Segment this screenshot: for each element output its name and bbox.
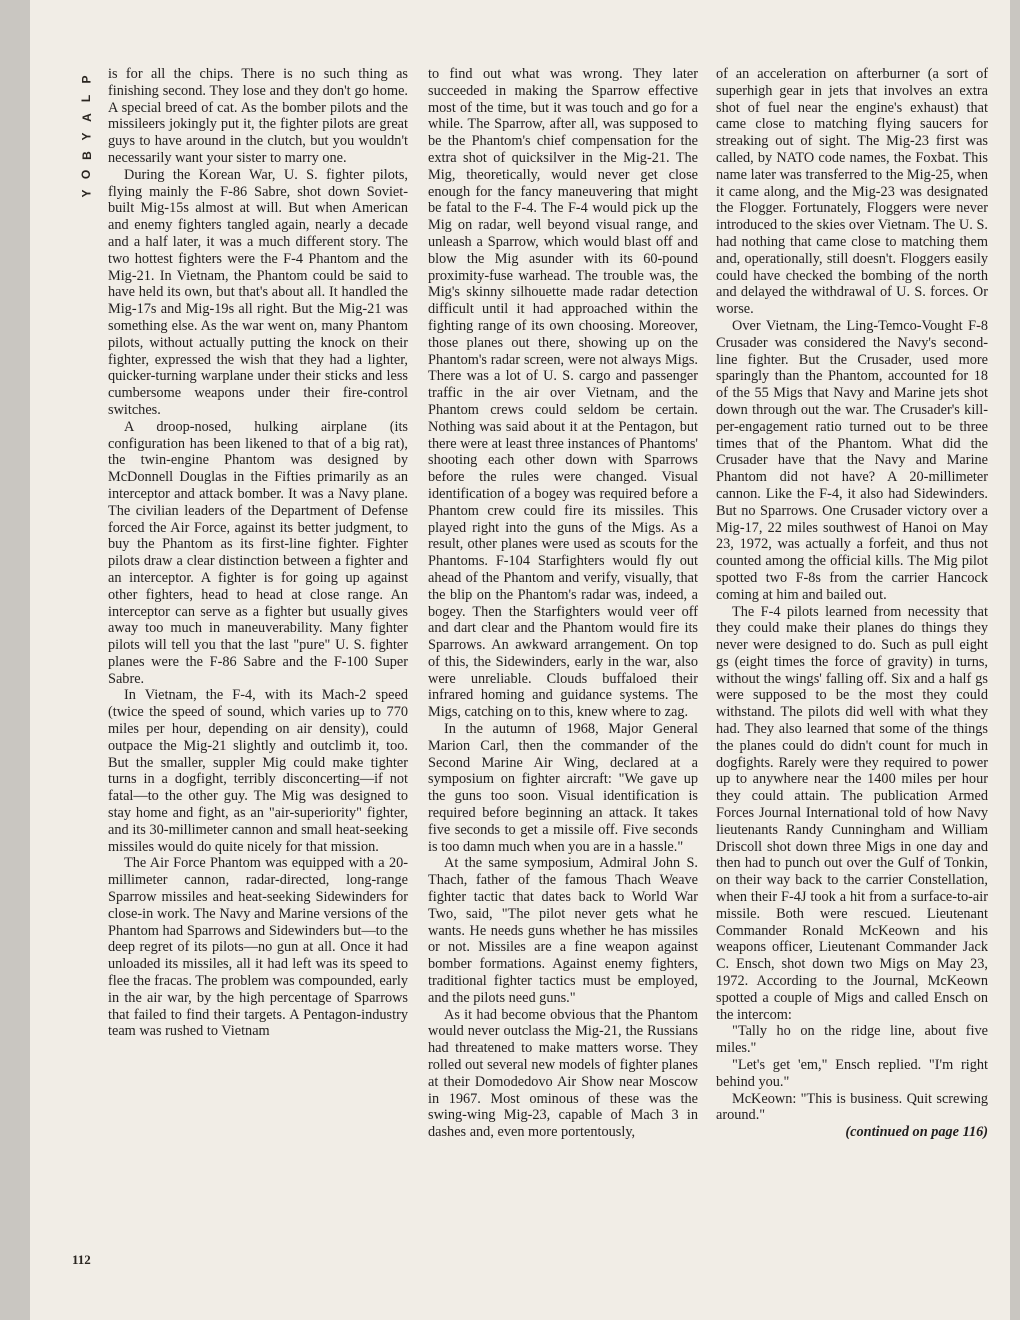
column-3 bbox=[716, 66, 988, 1141]
continued-note: (continued on page 116) bbox=[845, 1124, 988, 1141]
masthead-letter: A bbox=[79, 113, 94, 122]
magazine-page bbox=[30, 0, 1010, 1320]
paragraph: "Let's get 'em," Ensch replied. "I'm right behind you." bbox=[716, 1057, 988, 1090]
paragraph: During the Korean War, U. S. fighter pilots, flying mainly the F-86 Sabre, shot down Soviet-built Mig-15s almost at will. But when American and enemy fighters tangled again, nearly a decade and a half later, it was a much different story. The two hottest fighters were the F-4 Phantom and the Mig-21. In Vietnam, the Phantom could be said to have held its own, but that's about all. It handled the Mig-17s and Mig-19s all right. But the Mig-21 was something else. As the war went on, many Phantom pilots, without actually putting the knock on their fighter, expressed the wish that they had a lighter, quicker-turning warplane under their sticks and less cumbersome weapons under their fire-control switches. bbox=[108, 166, 408, 418]
paragraph: to find out what was wrong. They later succeeded in making the Sparrow effective most of the time, but it was touch and go for a while. The Sparrow, after all, was supposed to be the Phantom's chief compensation for the extra shot of quicksilver in the Mig-21. The Mig, theoretically, would never get close enough for the fancy maneuvering that might be fatal to the F-4. The F-4 would pick up the Mig on radar, well beyond visual range, and unleash a Sparrow, which would blast off and blow the Mig asunder with its 60-pound proximity-fuse warhead. The trouble was, the Mig's skinny silhouette made radar detection difficult until it had approached within the fighting range of its own choosing. Moreover, those planes out there, showing up on the Phantom's radar screen, were not always Migs. There was a lot of U. S. cargo and passenger traffic in the air over Vietnam, and the Phantom crews could seldom be certain. Nothing was said about it at the Pentagon, but there were at least three instances of Phantoms' shooting each other down with Sparrows before the rules were changed. Visual identification of a bogey was required before a Phantom crew could fire its missiles. This played right into the guns of the Migs. As a result, other planes were used as scouts for the Phantoms. F-104 Starfighters would fly out ahead of the Phantom and verify, visually, that the blip on the Phantom's radar was, indeed, a bogey. Then the Starfighters would veer off and dart clear and the Phantom would fire its Sparrows. An awkward arrangement. On top of this, the Sidewinders, early in the war, also were unreliable. Clouds buffaloed their infrared homing and guidance systems. The Migs, catching on to this, knew where to zag. bbox=[428, 66, 698, 721]
paragraph: In Vietnam, the F-4, with its Mach-2 speed (twice the speed of sound, which varies up to 770 miles per hour, depending on air density), could outpace the Mig-21 slightly and outclimb it, too. But the smaller, suppler Mig could make tighter turns in a dogfight, terribly disconcerting—if not fatal—to the other guy. The Mig was designed to stay home and fight, as an "air-superiority" fighter, and its 30-millimeter cannon and small heat-seeking missiles would do quite nicely for that mission. bbox=[108, 687, 408, 855]
page-number: 112 bbox=[72, 1252, 91, 1267]
paragraph: As it had become obvious that the Phantom would never outclass the Mig-21, the Russians had threatened to make matters worse. They rolled out several new models of fighter planes at their Domodedovo Air Show near Moscow in 1967. Most ominous of these was the swing-wing Mig-23, capable of Mach 3 in dashes and, even more portentously, bbox=[428, 1006, 698, 1141]
paragraph: The F-4 pilots learned from necessity that they could make their planes do things they never were designed to do. Such as pull eight gs (eight times the force of gravity) in turns, without the wings' falling off. Six and a half gs were supposed to be the most they could withstand. The pilots did well with what they had. They also learned that some of the things the planes could do didn't count for much in dogfights. Rarely were they required to power up to anywhere near the 1400 miles per hour they could attain. The publication Armed Forces Journal International told of how Navy lieutenants Randy Cunningham and William Driscoll shot down three Migs in one day and then had to punch out over the Gulf of Tonkin, on their way back to the carrier Constellation, when their F-4J took a hit from a surface-to-air missile. Both were rescued. Lieutenant Commander Ronald McKeown and his weapons officer, Lieutenant Commander Jack C. Ensch, shot down two Migs on May 23, 1972. According to the Journal, McKeown spotted a couple of Migs and called Ensch on the intercom: bbox=[716, 603, 988, 1023]
column-2 bbox=[428, 66, 698, 1141]
column-1 bbox=[108, 66, 408, 1040]
masthead-letter: Y bbox=[79, 132, 94, 141]
masthead-letter: B bbox=[79, 151, 94, 160]
paragraph: The Air Force Phantom was equipped with a 20-millimeter cannon, radar-directed, long-range Sparrow missiles and heat-seeking Sidewinders for close-in work. The Navy and Marine versions of the Phantom had Sparrows and Sidewinders but—to the deep regret of its pilots—no gun at all. Once it had unloaded its missiles, all it had left was its speed to flee the fracas. The problem was compounded, early in the air war, by the high percentage of Sparrows that failed to find their targets. A Pentagon-industry team was rushed to Vietnam bbox=[108, 855, 408, 1040]
paragraph: At the same symposium, Admiral John S. Thach, father of the famous Thach Weave fighter tactic that dates back to World War Two, said, "The pilot never gets what he wants. He needs guns whether he has missiles or not. Missiles are a fine weapon against bomber formations. Against enemy fighters, traditional fighter tactics must be employed, and the pilots need guns." bbox=[428, 855, 698, 1006]
paragraph: A droop-nosed, hulking airplane (its configuration has been likened to that of a big rat), the twin-engine Phantom was designed by McDonnell Douglas in the Fifties primarily as an interceptor and attack bomber. It was a Navy plane. The civilian leaders of the Department of Defense forced the Air Force, against its better judgment, to buy the Phantom as its first-line fighter. Fighter pilots draw a clear distinction between a fighter and an interceptor. A fighter is for going up against other fighters, head to head at close range. An interceptor can serve as a fighter but usually gives away too much in maneuverability. Many fighter pilots will tell you that the last "pure" U. S. fighter planes were the F-86 Sabre and the F-100 Super Sabre. bbox=[108, 418, 408, 687]
masthead-letter: L bbox=[79, 94, 94, 103]
masthead-letter: P bbox=[79, 75, 94, 84]
paragraph: In the autumn of 1968, Major General Marion Carl, then the commander of the Second Marine Air Wing, declared at a symposium on fighter aircraft: "We gave up the guns too soon. Visual identification is required before beginning an attack. It takes five seconds to get a missile off. Five seconds is too damn much when you are in a hassle." bbox=[428, 721, 698, 855]
paragraph: McKeown: "This is business. Quit screwing around." bbox=[716, 1090, 988, 1124]
masthead-letter: Y bbox=[79, 189, 94, 198]
masthead bbox=[80, 70, 94, 203]
paragraph: is for all the chips. There is no such thing as finishing second. They lose and they don't go home. A special breed of cat. As the bomber pilots and the missileers jokingly put it, the fighter pilots are great guys to have around in the clutch, but you wouldn't necessarily want your sister to marry one. bbox=[108, 66, 408, 166]
paragraph: Over Vietnam, the Ling-Temco-Vought F-8 Crusader was considered the Navy's second-line fighter. But the Crusader, used more sparingly than the Phantom, accounted for 18 of the 55 Migs that Navy and Marine jets shot down through out the war. The Crusader's kill-per-engagement ratio turned out to be three times that of the Phantom. What did the Crusader have that the Navy and Marine Phantom did not have? A 20-millimeter cannon. Like the F-4, it also had Sidewinders. But no Sparrows. One Crusader victory over a Mig-17, 22 miles southwest of Hanoi on May 23, 1972, was actually a forfeit, and thus not counted among the official kills. The Mig pilot spotted two F-8s from the carrier Hancock coming at him and bailed out. bbox=[716, 317, 988, 603]
masthead-letter: O bbox=[79, 169, 94, 180]
paragraph: "Tally ho on the ridge line, about five miles." bbox=[716, 1023, 988, 1057]
paragraph: of an acceleration on afterburner (a sort of superhigh gear in jets that involves an extra shot of fuel near the engine's exhaust) that came close to matching flying saucers for streaking out of sight. The Mig-23 first was called, by NATO code names, the Foxbat. This name later was transferred to the Mig-25, when it came along, and the Mig-23 was designated the Flogger. Fortunately, Floggers were never introduced to the skies over Vietnam. The U. S. had nothing that came close to matching them and, operationally, still doesn't. Floggers easily could have checked the bombing of the north and delayed the withdrawal of U. S. forces. Or worse. bbox=[716, 66, 988, 318]
